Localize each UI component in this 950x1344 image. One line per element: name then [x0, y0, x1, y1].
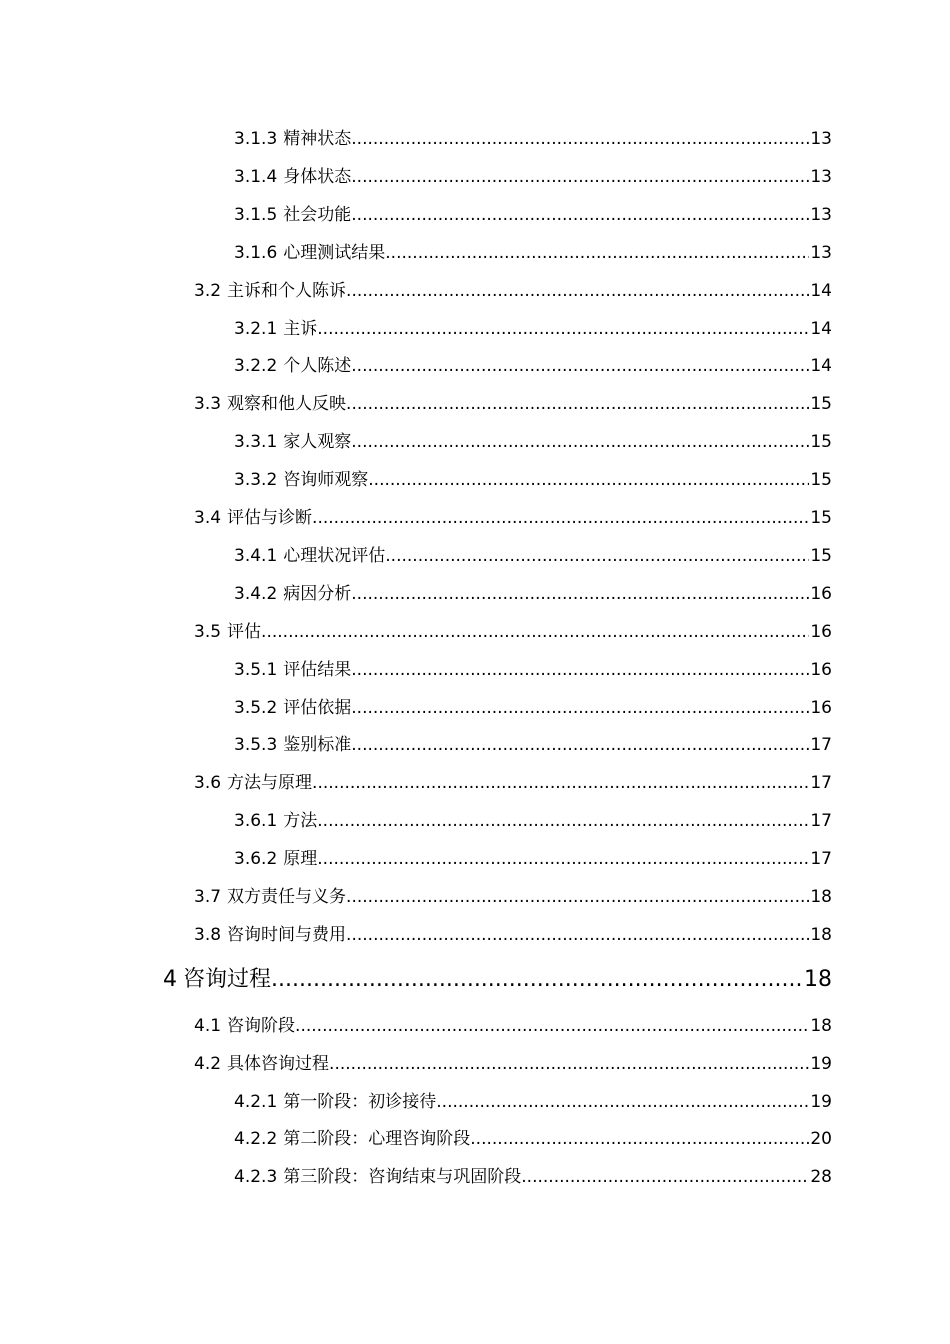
toc-entry-number: 3.2.1	[234, 318, 278, 339]
toc-entry-title: 观察和他人反映	[227, 394, 347, 415]
toc-dot-leader	[521, 1164, 809, 1190]
toc-entry-title: 咨询阶段	[227, 1015, 296, 1036]
toc-entry-page-number: 18	[810, 887, 832, 907]
toc-dot-leader	[385, 240, 809, 266]
toc-entry-page-number: 16	[810, 621, 832, 642]
toc-entry-number: 4.2.1	[234, 1091, 278, 1112]
toc-dot-leader	[351, 732, 809, 758]
toc-entry-page-number: 13	[810, 204, 832, 225]
toc-entry-title: 精神状态	[283, 129, 352, 149]
toc-entry-number: 3.2	[194, 280, 222, 301]
toc-dot-leader	[346, 922, 809, 948]
toc-entry-number: 3.4	[194, 508, 222, 528]
toc-entry-number: 3.1.4	[234, 166, 278, 187]
toc-entry-title: 具体咨询过程	[227, 1053, 330, 1074]
toc-entry-page-number: 20	[810, 1129, 832, 1150]
toc-entry[interactable]	[234, 543, 832, 569]
toc-entry-number: 4.2.2	[234, 1129, 278, 1150]
toc-entry-page-number: 18	[810, 1015, 832, 1036]
toc-entry[interactable]	[163, 964, 832, 996]
toc-entry-page-number: 15	[810, 545, 832, 566]
toc-entry-page-number: 15	[810, 432, 832, 453]
toc-entry[interactable]	[234, 1164, 832, 1190]
toc-entry-page-number: 16	[810, 697, 832, 718]
toc-entry[interactable]	[234, 467, 832, 493]
toc-entry[interactable]	[234, 164, 832, 190]
toc-entry-page-number: 19	[810, 1091, 832, 1112]
toc-entry-page-number: 14	[810, 280, 832, 301]
toc-dot-leader	[317, 846, 809, 872]
toc-dot-leader	[346, 391, 809, 417]
toc-dot-leader	[295, 1013, 809, 1039]
toc-dot-leader	[368, 467, 809, 493]
toc-entry[interactable]	[234, 808, 832, 834]
toc-entry-title: 社会功能	[283, 204, 352, 225]
toc-entry[interactable]	[234, 657, 832, 683]
toc-entry-number: 3.5	[194, 621, 222, 642]
toc-entry-number: 3.1.5	[234, 204, 278, 225]
toc-entry-number: 3.3.2	[234, 470, 278, 491]
toc-entry[interactable]	[234, 581, 832, 607]
toc-entry-title: 身体状态	[283, 166, 352, 187]
toc-dot-leader	[346, 278, 809, 304]
toc-entry-title: 评估结果	[283, 659, 352, 680]
toc-entry[interactable]	[234, 695, 832, 721]
toc-entry-number: 3.2.2	[234, 356, 278, 377]
toc-entry-number: 3.7	[194, 887, 222, 907]
toc-entry-title: 方法与原理	[227, 773, 313, 794]
toc-dot-leader	[329, 1051, 809, 1077]
toc-entry-page-number: 13	[810, 242, 832, 263]
toc-entry[interactable]	[194, 922, 832, 948]
toc-dot-leader	[436, 1089, 809, 1115]
toc-dot-leader	[470, 1126, 809, 1152]
toc-dot-leader	[317, 808, 809, 834]
toc-entry[interactable]	[194, 505, 832, 531]
toc-entry-page-number: 18	[804, 966, 832, 992]
toc-entry-page-number: 14	[810, 356, 832, 377]
toc-entry[interactable]	[194, 619, 832, 645]
toc-entry-number: 3.5.3	[234, 735, 278, 756]
toc-dot-leader	[312, 505, 809, 531]
toc-entry[interactable]	[234, 202, 832, 228]
toc-entry-title: 主诉	[283, 318, 318, 339]
toc-entry[interactable]	[194, 884, 832, 910]
toc-entry-page-number: 14	[810, 318, 832, 339]
toc-entry-title: 原理	[283, 849, 318, 870]
toc-entry[interactable]	[234, 429, 832, 455]
toc-dot-leader	[271, 964, 803, 996]
toc-dot-leader	[351, 657, 809, 683]
toc-entry-number: 4	[163, 966, 177, 992]
toc-entry[interactable]	[234, 316, 832, 342]
toc-entry-page-number: 18	[810, 924, 832, 945]
toc-entry-title: 第一阶段：初诊接待	[283, 1091, 437, 1112]
toc-entry-number: 3.5.2	[234, 697, 278, 718]
toc-entry[interactable]	[194, 1051, 832, 1077]
toc-entry-number: 3.6	[194, 773, 222, 794]
toc-entry-title: 评估	[227, 621, 262, 642]
toc-dot-leader	[312, 770, 809, 796]
toc-entry[interactable]	[194, 770, 832, 796]
toc-entry-number: 3.3.1	[234, 432, 278, 453]
toc-entry-title: 心理测试结果	[283, 242, 386, 263]
toc-entry-page-number: 15	[810, 508, 832, 528]
toc-entry-title: 第三阶段：咨询结束与巩固阶段	[283, 1167, 522, 1188]
toc-dot-leader	[261, 619, 809, 645]
toc-entry-title: 心理状况评估	[283, 545, 386, 566]
toc-entry-number: 3.8	[194, 924, 222, 945]
toc-entry[interactable]	[234, 732, 832, 758]
toc-entry[interactable]	[234, 240, 832, 266]
toc-entry-title: 评估与诊断	[227, 508, 313, 528]
toc-entry-number: 4.2	[194, 1053, 222, 1074]
toc-entry-page-number: 28	[810, 1167, 832, 1188]
toc-entry-page-number: 17	[810, 811, 832, 832]
toc-entry-number: 3.5.1	[234, 659, 278, 680]
toc-entry-title: 鉴别标准	[283, 735, 352, 756]
toc-entry-number: 3.3	[194, 394, 222, 415]
toc-entry-title: 双方责任与义务	[227, 887, 347, 907]
toc-dot-leader	[351, 126, 809, 152]
toc-dot-leader	[351, 581, 809, 607]
toc-dot-leader	[351, 695, 809, 721]
toc-entry-number: 3.4.1	[234, 545, 278, 566]
toc-entry-number: 3.1.3	[234, 129, 278, 149]
toc-entry-title: 评估依据	[283, 697, 352, 718]
toc-dot-leader	[385, 543, 809, 569]
toc-dot-leader	[317, 316, 809, 342]
toc-entry-page-number: 16	[810, 583, 832, 604]
toc-entry[interactable]	[234, 1126, 832, 1152]
toc-entry-title: 家人观察	[283, 432, 352, 453]
toc-entry-page-number: 19	[810, 1053, 832, 1074]
toc-entry-page-number: 13	[810, 129, 832, 149]
toc-entry[interactable]	[234, 126, 832, 152]
toc-entry-title: 主诉和个人陈诉	[227, 280, 347, 301]
toc-entry[interactable]	[194, 1013, 832, 1039]
toc-dot-leader	[351, 429, 809, 455]
toc-entry-number: 3.6.1	[234, 811, 278, 832]
toc-entry[interactable]	[194, 278, 832, 304]
toc-entry-number: 4.1	[194, 1015, 222, 1036]
toc-entry-title: 方法	[283, 811, 318, 832]
toc-dot-leader	[351, 164, 809, 190]
toc-entry-number: 4.2.3	[234, 1167, 278, 1188]
toc-dot-leader	[351, 353, 809, 379]
toc-entry-title: 咨询过程	[183, 966, 272, 992]
toc-entry-number: 3.6.2	[234, 849, 278, 870]
toc-entry-page-number: 17	[810, 735, 832, 756]
toc-entry-page-number: 17	[810, 773, 832, 794]
toc-dot-leader	[346, 884, 809, 910]
toc-entry-page-number: 15	[810, 470, 832, 491]
toc-entry[interactable]	[234, 353, 832, 379]
toc-entry-page-number: 16	[810, 659, 832, 680]
toc-entry-page-number: 15	[810, 394, 832, 415]
toc-entry-number: 3.4.2	[234, 583, 278, 604]
toc-entry-title: 咨询时间与费用	[227, 924, 347, 945]
toc-entry-page-number: 13	[810, 166, 832, 187]
toc-entry[interactable]	[194, 391, 832, 417]
toc-entry[interactable]	[234, 1089, 832, 1115]
toc-entry-number: 3.1.6	[234, 242, 278, 263]
toc-entry-page-number: 17	[810, 849, 832, 870]
toc-entry-title: 咨询师观察	[283, 470, 369, 491]
toc-entry-title: 个人陈述	[283, 356, 352, 377]
toc-entry[interactable]	[234, 846, 832, 872]
toc-dot-leader	[351, 202, 809, 228]
toc-entry-title: 病因分析	[283, 583, 352, 604]
toc-entry-title: 第二阶段：心理咨询阶段	[283, 1129, 471, 1150]
